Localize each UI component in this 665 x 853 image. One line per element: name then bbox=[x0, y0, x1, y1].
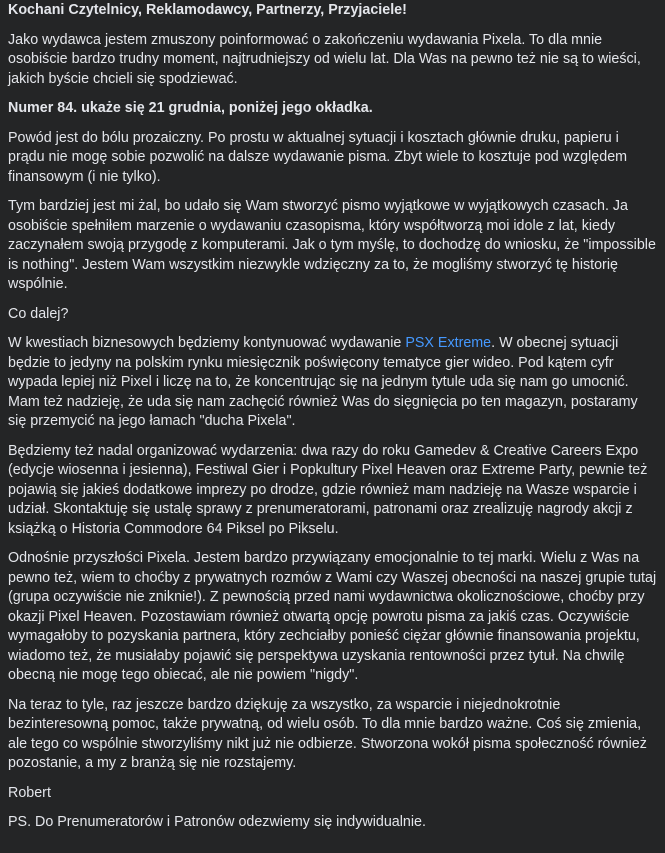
signature: Robert bbox=[8, 784, 51, 801]
paragraph-whats-next: Co dalej? bbox=[8, 305, 69, 322]
business-text-end: . W obecnej sytuacji będzie to jedyny na polskim rynku miesięcznik poświęcony tematyce gier wideo. Pod kątem cyfr wypada lepiej niż Pixel i liczę na to, że koncentrując się na jednym tytule uda się nam go umocnić. Mam też nadzieję, że uda się nam zachęcić również Was do sięgnięcia po ten magazyn, postaramy się przemycić na jego łamach "ducha Pixela". bbox=[8, 335, 638, 429]
paragraph-events: Będziemy też nadal organizować wydarzenia: dwa razy do roku Gamedev & Creative Careers Expo (edycje wiosenna i jesienna), Festiwal Gier i Popkultury Pixel Heaven oraz Extreme Party, pewnie też pojawią się jakieś dodatkowe imprezy po drodze, gdzie również mam nadzieję na Wasze wsparcie i udział. Skontaktuję się ustalę sprawy z prenumeratorami, patronami oraz zrealizuję nagrody akcji z książką o Historia Commodore 64 Piksel po Pikselu. bbox=[8, 442, 648, 537]
paragraph-announcement: Jako wydawca jestem zmuszony poinformować o zakończeniu wydawania Pixela. To dla mnie osobiście bardzo trudny moment, najtrudniejszy od wielu lat. Dla Was na pewno też nie są to wieści, jakich byście chcieli się spodziewać. bbox=[8, 31, 641, 87]
paragraph-thanks: Na teraz to tyle, raz jeszcze bardzo dziękuję za wszystko, za wsparcie i niejednokrotnie bezinteresowną pomoc, także prywatną, od wielu osób. To dla mnie bardzo ważne. Coś się zmienia, ale tego co wspólnie stworzyliśmy nikt już nie odbierze. Stworzona wokół pisma społeczność również pozostanie, a my z branżą się nie rozstajemy. bbox=[8, 696, 647, 771]
paragraph-reason: Powód jest do bólu prozaiczny. Po prostu w aktualnej sytuacji i kosztach głównie druku, papieru i prądu nie mogę sobie pozwolić na dalsze wydawanie pisma. Zbyt wiele to kosztuje pod względem finansowym (i nie tylko). bbox=[8, 129, 628, 185]
psx-extreme-link[interactable]: PSX Extreme bbox=[405, 335, 492, 351]
paragraph-business bbox=[8, 334, 658, 432]
greeting-heading: Kochani Czytelnicy, Reklamodawcy, Partnerzy, Przyjaciele! bbox=[8, 2, 407, 18]
paragraph-future: Odnośnie przyszłości Pixela. Jestem bardzo przywiązany emocjonalnie to tej marki. Wielu z Was na pewno też, wiem to choćby z prywatnych rozmów z Wami czy Waszej obecności na naszej grupie tutaj (grupa oczywiście nie zniknie!). Z pewnością przed nami wydawnictwa okolicznościowe, choćby przy okazji Pixel Heaven. Pozostawiam również otwartą opcję powrotu pisma za jakiś czas. Oczywiście wymagałoby to pozyskania partnera, który zechciałby ponieść ciężar głównie finansowania projektu, wiadomo też, że musiałaby pojawić się perspektywa uzyskania rentowności przez tytuł. Na chwilę obecną nie mogę tego obiecać, ale nie powiem "nigdy". bbox=[8, 550, 657, 683]
paragraph-gratitude: Tym bardziej jest mi żal, bo udało się Wam stworzyć pismo wyjątkowe w wyjątkowych czasach. Ja osobiście spełniłem marzenie o wydawaniu czasopisma, który współtworzą moi idole z lat, kiedy zaczynałem swoją przygodę z komputerami. Jak o tym myślę, to dochodzę do wniosku, że "impossible is nothing". Jestem Wam wszystkim niezwykle wdzięczny za to, że mogliśmy stworzyć tę historię wspólnie. bbox=[8, 198, 656, 292]
issue-heading: Numer 84. ukaże się 21 grudnia, poniżej jego okładka. bbox=[8, 100, 373, 116]
business-text-start: W kwestiach biznesowych będziemy kontynuować wydawanie bbox=[8, 335, 406, 351]
postscript: PS. Do Prenumeratorów i Patronów odezwiemy się indywidualnie. bbox=[8, 814, 426, 830]
